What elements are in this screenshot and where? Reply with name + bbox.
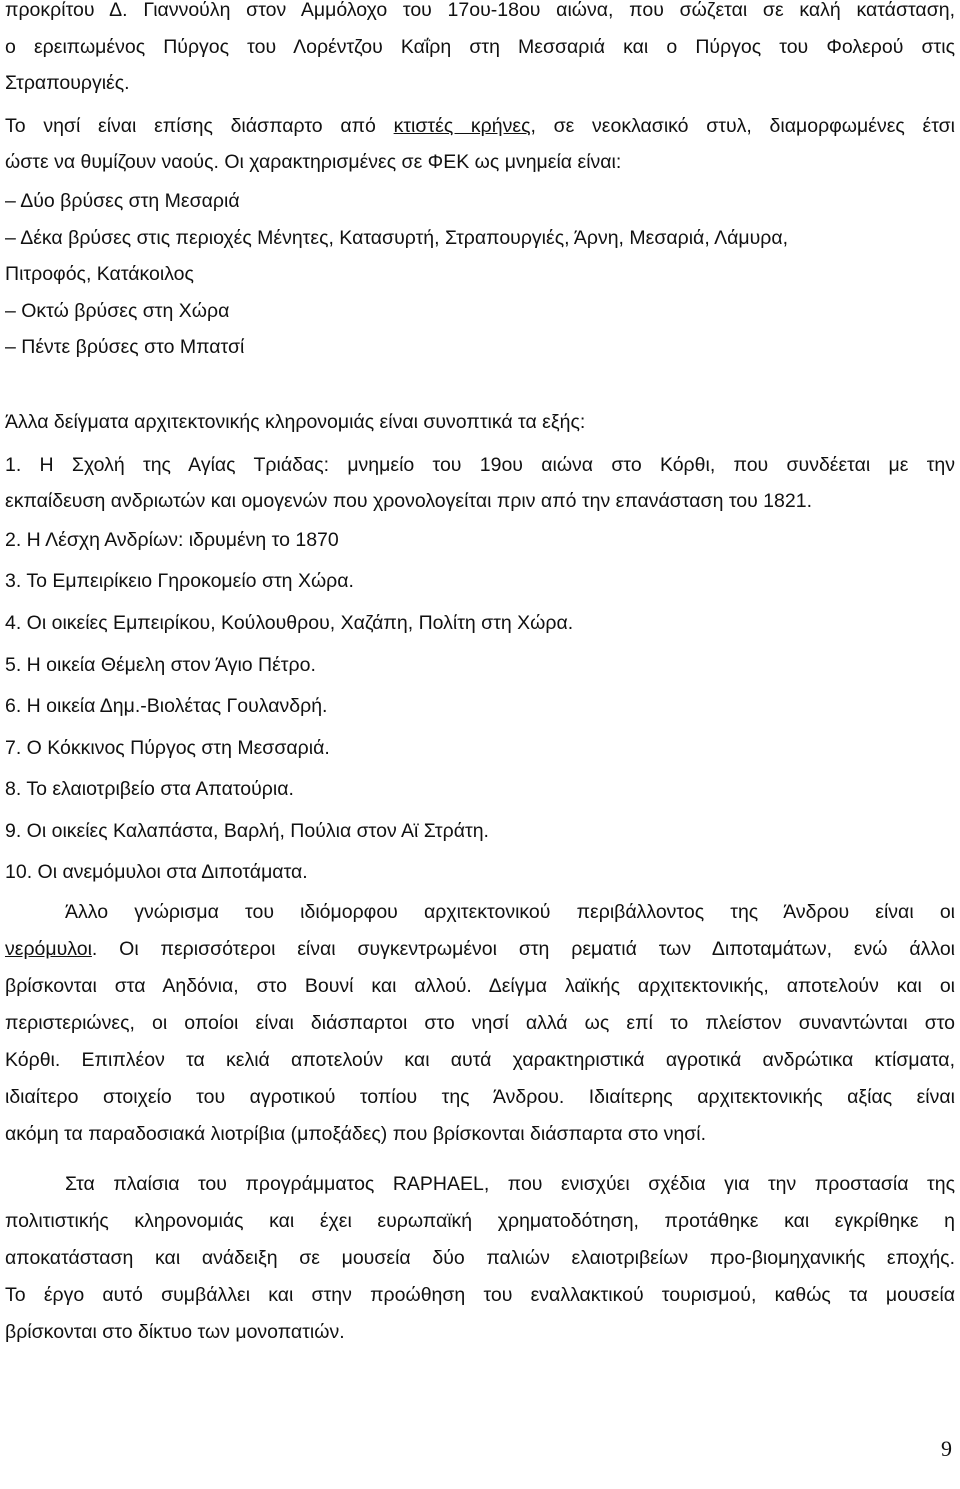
document-page <box>5 0 955 1351</box>
list-item-text: Δέκα βρύσες στις περιοχές Μένητες, Κατασυρτή, Στραπουργιές, Άρνη, Μεσαριά, Λάμυρα, <box>20 226 789 249</box>
text-line: πολιτιστικής κληρονομιάς και έχει ευρωπαϊκή χρηματοδότηση, προτάθηκε και εγκρίθηκε η <box>5 1210 955 1233</box>
fountains-list <box>5 183 955 366</box>
text-line: ώστε να θυμίζουν ναούς. Οι χαρακτηρισμένες σε ΦΕΚ ως μνημεία είναι: <box>5 151 622 174</box>
numbered-list <box>5 520 955 894</box>
text-line: αποκατάσταση και ανάδειξη σε μουσεία δύο παλιών ελαιοτριβείων προ-βιομηχανικής εποχής. <box>5 1247 955 1270</box>
text-fragment: . Οι περισσότεροι είναι συγκεντρωμένοι στη ρεματιά των Διποταμάτων, ενώ άλλοι <box>91 938 955 961</box>
numbered-item: 6. Η οικεία Δημ.-Βιολέτας Γουλανδρή. <box>5 695 328 718</box>
numbered-item: 3. Το Εμπειρίκειο Γηροκομείο στη Χώρα. <box>5 570 354 593</box>
list-item: ‒ Πέντε βρύσες στο Μπατσί <box>5 336 245 359</box>
text-line: βρίσκονται στο δίκτυο των μονοπατιών. <box>5 1321 345 1344</box>
list-item-text: Δύο βρύσες στη Μεσαριά <box>20 189 240 212</box>
section-heading: Άλλα δείγματα αρχιτεκτονικής κληρονομιάς είναι συνοπτικά τα εξής: <box>5 410 586 433</box>
text-line: 1. Η Σχολή της Αγίας Τριάδας: μνημείο του 19ου αιώνα στο Κόρθι, που συνδέεται με την <box>5 453 955 476</box>
text-line: Στραπουργιές. <box>5 72 130 95</box>
text-line: ο ερειπωμένος Πύργος του Λορέντζου Καΐρη στη Μεσσαριά και ο Πύργος του Φολερού στις <box>5 35 955 58</box>
text-line: ιδιαίτερο στοιχείο του αγροτικού τοπίου της Άνδρου. Ιδιαίτερης αρχιτεκτονικής αξίας είναι <box>5 1086 955 1109</box>
list-item: ‒ Οκτώ βρύσες στη Χώρα <box>5 299 230 322</box>
intro-paragraph <box>5 0 955 102</box>
list-item-continuation: Πιτροφός, Κατάκοιλος <box>5 263 194 286</box>
text-line: εκπαίδευση ανδριωτών και ομογενών που χρονολογείται πριν από την επανάσταση του 1821. <box>5 490 812 513</box>
fountains-paragraph <box>5 108 955 181</box>
numbered-item: 8. Το ελαιοτριβείο στα Απατούρια. <box>5 778 294 801</box>
text-line: ακόμη τα παραδοσιακά λιοτρίβια (μποξάδες) που βρίσκονται διάσπαρτα στο νησί. <box>5 1123 707 1146</box>
spacer <box>5 366 955 402</box>
text-line: Στα πλαίσια του προγράμματος RAPHAEL, που ενισχύει σχέδια για την προστασία της <box>65 1173 955 1196</box>
numbered-item: 9. Οι οικείες Καλαπάστα, Βαρλή, Πούλια στον Αϊ Στράτη. <box>5 819 489 842</box>
numbered-item: 7. Ο Κόκκινος Πύργος στη Μεσσαριά. <box>5 736 330 759</box>
list-item-text: Πέντε βρύσες στο Μπατσί <box>21 336 245 359</box>
list-item: ‒ Δέκα βρύσες στις περιοχές Μένητες, Κατασυρτή, Στραπουργιές, Άρνη, Μεσαριά, Λάμυρα, <box>5 226 789 249</box>
text-line: προκρίτου Δ. Γιαννούλη στον Αμμόλοχο του 17ου-18ου αιώνα, που σώζεται σε καλή κατάσταση, <box>5 0 955 21</box>
text-line <box>5 931 955 968</box>
numbered-item: 5. Η οικεία Θέμελη στον Άγιο Πέτρο. <box>5 653 316 676</box>
list-item-text: Οκτώ βρύσες στη Χώρα <box>21 299 230 322</box>
text-line: Άλλο γνώρισμα του ιδιόμορφου αρχιτεκτονικού περιβάλλοντος της Άνδρου είναι οι <box>65 901 955 924</box>
numbered-item: 10. Οι ανεμόμυλοι στα Διποτάματα. <box>5 861 308 884</box>
numbered-item: 4. Οι οικείες Εμπειρίκου, Κούλουθρου, Χαζάπη, Πολίτη στη Χώρα. <box>5 611 574 634</box>
numbered-item: 2. Η Λέσχη Ανδρίων: ιδρυμένη το 1870 <box>5 528 339 551</box>
fountains-link[interactable]: κτιστές κρήνες <box>393 114 531 137</box>
mills-paragraph <box>5 894 955 1153</box>
text-fragment: , σε νεοκλασικό στυλ, διαμορφωμένες έτσι <box>530 114 956 137</box>
text-fragment: Το νησί είναι επίσης διάσπαρτο από <box>5 114 394 137</box>
text-line <box>5 108 955 145</box>
text-line: Κόρθι. Επιπλέον τα κελιά αποτελούν και αυτά χαρακτηριστικά αγροτικά ανδρώτικα κτίσματα, <box>5 1049 955 1072</box>
watermills-link[interactable]: νερόμυλοι <box>5 938 92 961</box>
numbered-item <box>5 447 955 520</box>
list-item: ‒ Δύο βρύσες στη Μεσαριά <box>5 189 240 212</box>
text-line: Το έργο αυτό συμβάλλει και στην προώθηση του εναλλακτικού τουρισμού, καθώς τα μουσεία <box>5 1284 955 1307</box>
text-line: βρίσκονται στα Αηδόνια, στο Βουνί και αλλού. Δείγμα λαϊκής αρχιτεκτονικής, αποτελούν και οι <box>5 975 955 998</box>
raphael-paragraph <box>5 1166 955 1351</box>
text-line: περιστεριώνες, οι οποίοι είναι διάσπαρτοι στο νησί αλλά ως επί το πλείστον συναντώνται στο <box>5 1012 955 1035</box>
page-number: 9 <box>941 1436 952 1461</box>
